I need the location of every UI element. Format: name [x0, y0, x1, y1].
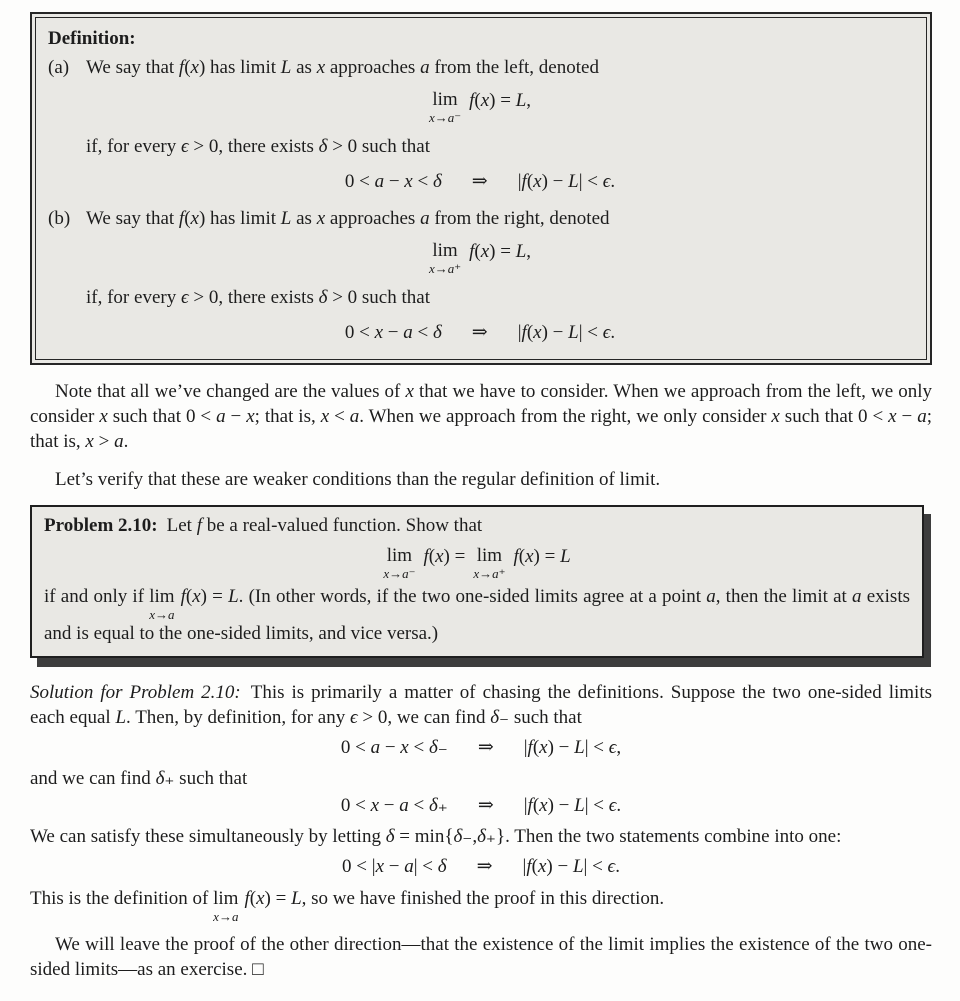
lim-word: lim [432, 89, 458, 110]
definition-b-limit-equation [48, 241, 912, 275]
solution-p4-post: f(x) = L, so we have finished the proof in this direction. [244, 887, 665, 909]
problem-statement-line [44, 513, 910, 538]
limit-operator [383, 546, 415, 580]
problem-body-pre: if and only if [44, 585, 150, 607]
implies-arrow: ⇒ [477, 736, 494, 758]
lim-word: lim [386, 544, 413, 566]
solution-intro-paragraph [30, 680, 932, 730]
lim-word: lim [432, 239, 458, 261]
lim-subscript: x→a⁺ [473, 565, 506, 581]
definition-box [30, 12, 932, 365]
lim-subscript: x→a⁻ [383, 565, 416, 581]
implication-left: 0 < a − x < δ₋ [340, 736, 448, 758]
implies-arrow: ⇒ [477, 795, 494, 817]
solution-lead: Solution for Problem 2.10: [30, 681, 241, 703]
problem-display-equation [44, 546, 910, 580]
solution-p3: We can satisfy these simultaneously by letting δ = min{δ₋,δ₊}. Then the two statements combine into one: [30, 826, 842, 848]
limit-equation-rest: f(x) = L, [469, 90, 532, 111]
problem-equation-mid: f(x) = [423, 545, 466, 567]
definition-b-condition: if, for every ϵ > 0, there exists δ > 0 such that [86, 286, 430, 308]
solution-p4-pre: This is the definition of [30, 887, 214, 909]
definition-a-condition: if, for every ϵ > 0, there exists δ > 0 such that [86, 136, 430, 157]
solution-closing-paragraph: We will leave the proof of the other direction—that the existence of the limit implies the existence of the two one-sided limits—as an exercise. □ [30, 933, 932, 980]
lim-subscript: x→a⁻ [428, 110, 462, 125]
problem-equation-tail: f(x) = L [513, 545, 571, 567]
definition-part-a [48, 55, 912, 80]
problem-body-post: f(x) = L. (In other words, if the two one-sided limits agree at a point a, then the limit at a exists and is equal to the one-sided limits, and vice versa.) [44, 585, 910, 644]
definition-a-implication [48, 171, 912, 194]
limit-operator [213, 889, 238, 923]
lim-word: lim [213, 887, 239, 909]
implication-left: 0 < x − a < δ [344, 321, 442, 343]
lim-word: lim [476, 544, 503, 566]
solution-section [30, 680, 932, 982]
problem-label: Problem 2.10: [44, 514, 158, 536]
solution-equation-1 [30, 737, 932, 760]
definition-part-a-intro: We say that f(x) has limit L as x approaches a from the left, denoted [86, 57, 599, 78]
implies-arrow: ⇒ [476, 856, 493, 878]
implication-left: 0 < x − a < δ₊ [340, 795, 448, 817]
implication-left: 0 < a − x < δ [344, 171, 442, 192]
limit-operator [429, 90, 461, 124]
implication-right: |f(x) − L| < ϵ. [517, 321, 616, 343]
implication-left: 0 < |x − a| < δ [342, 856, 447, 878]
solution-p1: This is primarily a matter of chasing the definitions. Suppose the two one-sided limits each equal L. Then, by definition, for any ϵ > 0, we can find δ₋ such that [30, 681, 932, 728]
implication-right: |f(x) − L| < ϵ. [517, 171, 616, 192]
limit-operator [473, 546, 505, 580]
note-paragraph: Note that all we’ve changed are the values of x that we have to consider. When we approach from the left, we only consider x such that 0 < a − x; that is, x < a. When we approach from the right, we only consider x such that 0 < x − a; that is, x > a. [30, 380, 932, 452]
implies-arrow: ⇒ [471, 171, 488, 192]
definition-part-a-label: (a) [48, 57, 70, 78]
definition-part-b [48, 206, 912, 231]
problem-box [30, 505, 924, 658]
solution-equation-2 [30, 795, 932, 818]
solution-p2: and we can find δ₊ such that [30, 768, 248, 790]
problem-intro: Let f be a real-valued function. Show that [166, 514, 483, 536]
implies-arrow: ⇒ [471, 321, 488, 343]
implication-right: |f(x) − L| < ϵ. [523, 795, 622, 817]
definition-title: Definition: [48, 28, 136, 49]
implication-right: |f(x) − L| < ϵ. [522, 856, 620, 878]
definition-part-b-intro: We say that f(x) has limit L as x approaches a from the right, denoted [86, 207, 610, 229]
lim-subscript: x→a⁺ [428, 260, 462, 276]
problem-body [44, 584, 910, 646]
lim-word: lim [149, 585, 175, 607]
solution-p4 [30, 886, 932, 923]
definition-b-implication [48, 322, 912, 345]
verify-paragraph: Let’s verify that these are weaker conditions than the regular definition of limit. [55, 468, 661, 490]
implication-right: |f(x) − L| < ϵ, [523, 736, 622, 758]
limit-equation-rest: f(x) = L, [469, 240, 532, 262]
lim-subscript: x→a [213, 908, 239, 924]
lim-subscript: x→a [149, 606, 175, 622]
definition-part-b-label: (b) [48, 207, 71, 229]
solution-equation-3 [30, 856, 932, 879]
definition-a-limit-equation [48, 90, 912, 124]
definition-box-inner [35, 17, 927, 360]
limit-operator [149, 587, 174, 621]
limit-operator [429, 241, 461, 275]
